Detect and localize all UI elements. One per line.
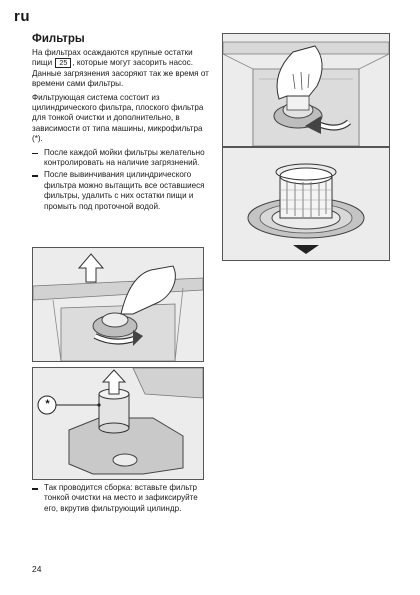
- bullet-text: После вывинчивания цилиндрического фильтра можно вытащить все оставшиеся фильтры, удалить с них остатки пищи и промыть под проточной водой.: [44, 170, 205, 211]
- reference-number-box: 25: [55, 58, 71, 68]
- bullet-dash: [32, 153, 38, 155]
- figure-lift-filter: [32, 247, 204, 362]
- intro-paragraph: [32, 48, 210, 90]
- list-item: [32, 483, 210, 514]
- intro-text-end: , которые могут засорить насос. Данные загрязнения засоряют так же время от времени сами фильтры.: [32, 58, 209, 89]
- assembly-note: [32, 483, 210, 516]
- figure-unscrew-filter: [222, 33, 390, 147]
- bullet-dash: [32, 175, 38, 177]
- intro-text-start: На фильтрах осаждаются крупные остатки пищи: [32, 48, 193, 68]
- microfilter-marker: *: [45, 398, 50, 410]
- assembly-list: [32, 483, 210, 514]
- list-item: [32, 148, 210, 169]
- section-title: Фильтры: [32, 33, 85, 45]
- figure-cylinder-filter-detail: [222, 147, 390, 261]
- instruction-list: [32, 148, 210, 212]
- text-column: [32, 33, 210, 214]
- bullet-text: После каждой мойки фильтры желательно контролировать на наличие загрязнений.: [44, 147, 205, 168]
- filter-system-paragraph: Фильтрующая система состоит из цилиндрического фильтра, плоского фильтра для тонкой очистки и дополнительно, в зависимости от типа машины, микрофильтра (*).: [32, 92, 204, 144]
- bullet-text: Так проводится сборка: вставьте фильтр тонкой очистки на место и зафиксируйте его, вкрутив фильтрующий цилиндр.: [44, 483, 198, 513]
- bullet-dash: [32, 488, 38, 490]
- page-number: 24: [32, 564, 42, 574]
- list-item: [32, 170, 210, 212]
- language-tab: ru: [14, 8, 30, 25]
- figure-microfilter: [32, 367, 204, 480]
